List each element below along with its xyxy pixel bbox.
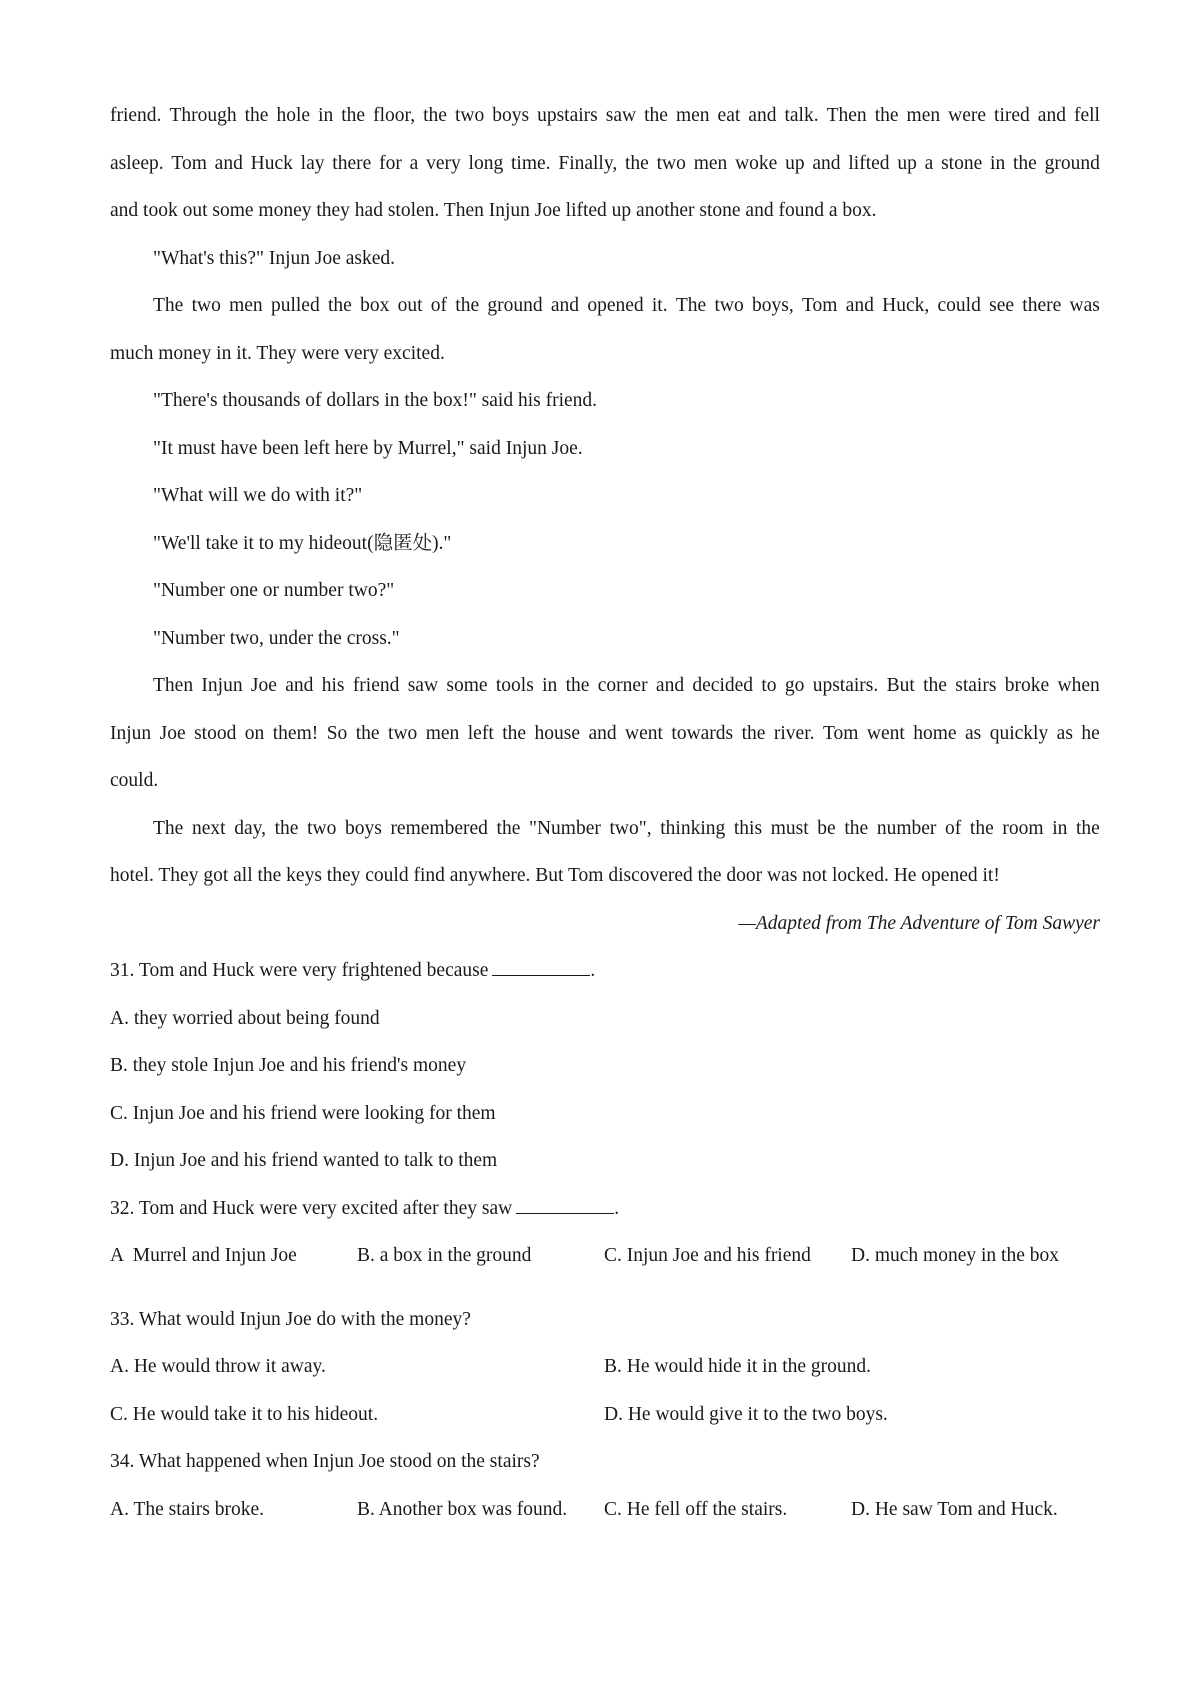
word: and	[285, 675, 314, 696]
word: the	[355, 722, 380, 744]
word: the	[244, 105, 269, 126]
word: and	[588, 722, 617, 744]
word: there	[1022, 295, 1062, 316]
word: the	[274, 817, 299, 839]
word: must	[770, 817, 809, 839]
word: Huck	[250, 152, 293, 174]
word: long	[468, 152, 504, 174]
question-33-option-b: B. He would hide it in the ground.	[604, 1356, 872, 1377]
word: house	[534, 722, 580, 744]
word: to	[761, 675, 777, 696]
passage-line-7: "There's thousands of dollars in the box!" said his friend.	[153, 390, 598, 411]
word: see	[989, 295, 1015, 316]
answer-blank	[492, 959, 590, 976]
word: boys	[492, 105, 530, 126]
word: Tom	[801, 295, 838, 316]
word: of	[945, 817, 962, 839]
passage-line-4: "What's this?" Injun Joe asked.	[153, 247, 396, 269]
passage-line-13	[110, 662, 1100, 710]
word: on	[244, 722, 265, 744]
question-32-option-c: C. Injun Joe and his friend	[604, 1245, 811, 1266]
word: broke	[1004, 675, 1050, 696]
question-32-end: .	[614, 1197, 620, 1219]
word: the	[502, 722, 527, 744]
word: the	[423, 105, 447, 126]
word: of	[430, 295, 448, 316]
word: this	[733, 817, 763, 839]
word: two	[307, 817, 337, 839]
word: the	[625, 152, 649, 174]
word: men	[675, 105, 710, 126]
question-31-end: .	[590, 960, 596, 981]
word: two	[454, 105, 485, 126]
word: men	[229, 295, 263, 316]
word: the	[923, 675, 947, 696]
word: the	[969, 817, 994, 839]
word: Then	[826, 105, 867, 126]
word: opened	[587, 295, 644, 316]
question-34-option-c: C. He fell off the stairs.	[604, 1498, 788, 1520]
passage-line-9: "What will we do with it?"	[153, 485, 363, 506]
word: quickly	[989, 722, 1049, 744]
word: home	[913, 722, 957, 744]
word: asleep.	[110, 152, 164, 174]
passage-line-11: "Number one or number two?"	[153, 580, 395, 601]
word: room	[1002, 817, 1044, 839]
word: boys,	[751, 295, 794, 316]
question-31-text: 31. Tom and Huck were very frightened because	[110, 960, 489, 981]
word: two	[191, 295, 221, 316]
word: box	[360, 295, 390, 316]
passage-line-17: hotel. They got all the keys they could find anywhere. But Tom discovered the door was not locked. He opened it!	[110, 865, 1000, 886]
word: as	[965, 722, 982, 744]
word: the	[1013, 152, 1037, 174]
word: his	[321, 675, 345, 696]
question-32-option-b: B. a box in the ground	[357, 1245, 532, 1266]
word: next	[191, 817, 226, 839]
word: and	[845, 295, 874, 316]
word: towards	[671, 722, 734, 744]
question-32-stem	[110, 1185, 1100, 1233]
passage-line-8: "It must have been left here by Murrel," said Injun Joe.	[153, 437, 583, 459]
question-31-stem	[110, 947, 1100, 995]
question-32-option-d: D. much money in the box	[851, 1245, 1059, 1266]
word: the	[874, 105, 899, 126]
passage-line-16	[110, 805, 1100, 853]
word: could	[937, 295, 981, 316]
word: decided	[692, 675, 754, 696]
word: upstairs.	[812, 675, 879, 696]
word: very	[426, 152, 461, 174]
word: Huck,	[882, 295, 930, 316]
question-32-text: 32. Tom and Huck were very excited after they saw	[110, 1197, 513, 1219]
word: in	[1052, 817, 1068, 839]
word: talk.	[784, 105, 819, 126]
word: remembered	[390, 817, 488, 839]
word: Then	[153, 675, 194, 696]
word: up	[785, 152, 805, 174]
question-33-option-d: D. He would give it to the two boys.	[604, 1403, 888, 1425]
word: went	[625, 722, 663, 744]
word: upstairs	[537, 105, 598, 126]
word: Finally,	[558, 152, 618, 174]
word: corner	[597, 675, 648, 696]
word: eat	[717, 105, 741, 126]
word: Through	[169, 105, 237, 126]
word: number	[876, 817, 937, 839]
word: tired	[994, 105, 1030, 126]
word: fell	[1073, 105, 1100, 126]
question-31-option-d: D. Injun Joe and his friend wanted to talk to them	[110, 1150, 498, 1171]
word: the	[565, 675, 590, 696]
word: stone	[941, 152, 983, 174]
word: as	[1056, 722, 1073, 744]
word: and	[655, 675, 685, 696]
word: day,	[234, 817, 266, 839]
word: The	[153, 817, 184, 839]
question-31-option-c: C. Injun Joe and his friend were looking for them	[110, 1102, 496, 1124]
passage-line-12: "Number two, under the cross."	[153, 627, 400, 649]
word: and	[748, 105, 777, 126]
word: it.	[651, 295, 668, 316]
word: the	[1076, 817, 1100, 839]
passage-line-15: could.	[110, 770, 159, 791]
word: when	[1057, 675, 1100, 696]
word: woke	[735, 152, 778, 174]
word: Injun	[110, 722, 152, 744]
word: was	[1069, 295, 1100, 316]
word: a	[924, 152, 934, 174]
word: some	[446, 675, 488, 696]
question-34-option-b: B. Another box was found.	[357, 1498, 568, 1520]
word: hole	[276, 105, 311, 126]
word: in	[318, 105, 334, 126]
word: saw	[407, 675, 439, 696]
word: he	[1081, 722, 1100, 744]
word: two	[714, 295, 744, 316]
word: men	[693, 152, 728, 174]
document-page	[110, 92, 1100, 1533]
word: thinking	[660, 817, 726, 839]
question-31-option-b: B. they stole Injun Joe and his friend's money	[110, 1055, 467, 1076]
word: went	[866, 722, 905, 744]
word: The	[675, 295, 707, 316]
word: Joe	[250, 675, 277, 696]
word: pulled	[270, 295, 320, 316]
word: the	[644, 105, 668, 126]
word: and	[1037, 105, 1066, 126]
word: and	[214, 152, 243, 174]
word: floor,	[373, 105, 416, 126]
word: Joe	[159, 722, 186, 744]
word: two",	[609, 817, 652, 839]
word: lifted	[848, 152, 890, 174]
passage-line-2	[110, 140, 1100, 188]
word: Injun	[201, 675, 243, 696]
word: the	[496, 817, 521, 839]
word: the	[741, 722, 766, 744]
word: time.	[511, 152, 551, 174]
passage-line-6: much money in it. They were very excited.	[110, 342, 445, 364]
word: So	[326, 722, 348, 744]
word: tools	[495, 675, 534, 696]
passage-line-14	[110, 710, 1100, 758]
word: friend.	[110, 105, 162, 126]
word: and	[550, 295, 580, 316]
question-33-options-ab	[110, 1343, 1100, 1391]
word: men	[425, 722, 460, 744]
question-31-option-a: A. they worried about being found	[110, 1007, 380, 1029]
word: ground	[1044, 152, 1100, 174]
word: in	[990, 152, 1006, 174]
word: "Number	[529, 817, 601, 839]
word: two	[388, 722, 418, 744]
question-34-option-a: A. The stairs broke.	[110, 1498, 264, 1520]
question-33-option-a: A. He would throw it away.	[110, 1356, 326, 1377]
question-34-option-d: D. He saw Tom and Huck.	[851, 1498, 1058, 1520]
question-32-option-a: A Murrel and Injun Joe	[110, 1245, 297, 1266]
word: river.	[773, 722, 815, 744]
word: ground	[487, 295, 543, 316]
word: saw	[605, 105, 637, 126]
word: stairs	[955, 675, 997, 696]
word: the	[341, 105, 366, 126]
word: for	[379, 152, 402, 174]
question-33-option-c: C. He would take it to his hideout.	[110, 1403, 379, 1425]
word: the	[327, 295, 352, 316]
word: out	[397, 295, 423, 316]
word: But	[886, 675, 915, 696]
question-34-stem: 34. What happened when Injun Joe stood on the stairs?	[110, 1451, 540, 1472]
word: boys	[344, 817, 382, 839]
passage-line-10: "We'll take it to my hideout(隐匿处)."	[153, 532, 452, 554]
word: go	[784, 675, 805, 696]
word: Tom	[171, 152, 207, 174]
passage-line-1	[110, 92, 1100, 140]
word: the	[844, 817, 869, 839]
word: in	[542, 675, 558, 696]
word: lay	[300, 152, 325, 174]
word: and	[812, 152, 841, 174]
word: The	[153, 295, 184, 316]
passage-source: —Adapted from The Adventure of Tom Sawyer	[738, 912, 1100, 934]
word: men	[906, 105, 941, 126]
passage-line-5	[110, 282, 1100, 330]
word: them!	[272, 722, 319, 744]
word: Tom	[822, 722, 859, 744]
word: two	[656, 152, 686, 174]
word: the	[455, 295, 480, 316]
word: there	[332, 152, 372, 174]
question-33-stem: 33. What would Injun Joe do with the money?	[110, 1308, 471, 1330]
answer-blank	[516, 1197, 614, 1214]
word: stood	[194, 722, 237, 744]
question-33-options-cd	[110, 1391, 1100, 1439]
word: a	[409, 152, 419, 174]
word: up	[897, 152, 917, 174]
question-34-options	[110, 1486, 1100, 1534]
word: be	[817, 817, 836, 839]
word: were	[948, 105, 987, 126]
word: friend	[352, 675, 400, 696]
question-32-options	[110, 1232, 1100, 1280]
word: left	[467, 722, 494, 744]
passage-line-3: and took out some money they had stolen. Then Injun Joe lifted up another stone and found a box.	[110, 200, 877, 221]
